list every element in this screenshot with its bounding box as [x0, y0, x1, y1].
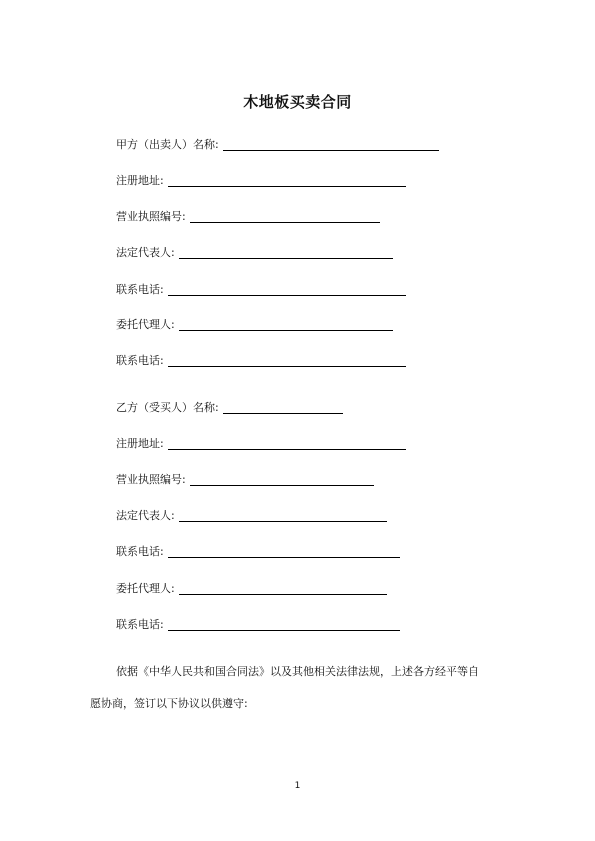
party-a-agent-field: [116, 318, 393, 332]
party-a-address-label: 注册地址:: [116, 174, 164, 187]
party-a-name-label: 甲方（出卖人）名称:: [116, 138, 219, 151]
party-a-license-blank[interactable]: [190, 222, 380, 223]
party-b-legal-rep-blank[interactable]: [179, 521, 387, 522]
party-b-name-field: [116, 401, 343, 415]
party-a-address-blank[interactable]: [168, 186, 406, 187]
party-b-agent-blank[interactable]: [179, 594, 387, 595]
party-b-legal-rep-label: 法定代表人:: [116, 509, 175, 522]
party-a-legal-rep-label: 法定代表人:: [116, 246, 175, 259]
party-b-agent-phone-field: [116, 618, 400, 632]
party-b-address-label: 注册地址:: [116, 437, 164, 450]
party-b-license-label: 营业执照编号:: [116, 473, 186, 486]
party-b-phone-blank[interactable]: [168, 557, 400, 558]
party-a-legal-rep-field: [116, 246, 393, 260]
party-a-agent-label: 委托代理人:: [116, 318, 175, 331]
party-a-name-field: [116, 138, 439, 152]
party-b-legal-rep-field: [116, 509, 387, 523]
party-a-address-field: [116, 174, 406, 188]
party-a-agent-blank[interactable]: [179, 330, 393, 331]
intro-paragraph-line-1: 依据《中华人民共和国合同法》以及其他相关法律法规，上述各方经平等自: [116, 665, 479, 678]
party-a-license-field: [116, 210, 380, 224]
party-b-agent-phone-blank[interactable]: [168, 630, 400, 631]
party-a-agent-phone-blank[interactable]: [168, 366, 406, 367]
party-b-address-field: [116, 437, 406, 451]
party-a-agent-phone-label: 联系电话:: [116, 354, 164, 367]
party-a-agent-phone-field: [116, 354, 406, 368]
party-b-agent-field: [116, 582, 387, 596]
party-a-phone-blank[interactable]: [168, 295, 406, 296]
party-b-phone-label: 联系电话:: [116, 545, 164, 558]
party-b-license-blank[interactable]: [190, 485, 374, 486]
document-title: 木地板买卖合同: [243, 93, 352, 111]
party-b-license-field: [116, 473, 374, 487]
page-number: 1: [294, 781, 301, 791]
party-b-agent-label: 委托代理人:: [116, 582, 175, 595]
party-a-name-blank[interactable]: [223, 150, 439, 151]
party-b-name-blank[interactable]: [223, 413, 343, 414]
party-a-license-label: 营业执照编号:: [116, 210, 186, 223]
party-a-phone-label: 联系电话:: [116, 283, 164, 296]
party-a-phone-field: [116, 283, 406, 297]
party-b-phone-field: [116, 545, 400, 559]
party-b-agent-phone-label: 联系电话:: [116, 618, 164, 631]
party-a-legal-rep-blank[interactable]: [179, 258, 393, 259]
intro-paragraph-line-2: 愿协商，签订以下协议以供遵守:: [90, 697, 248, 710]
party-b-name-label: 乙方（受买人）名称:: [116, 401, 219, 414]
party-b-address-blank[interactable]: [168, 449, 406, 450]
